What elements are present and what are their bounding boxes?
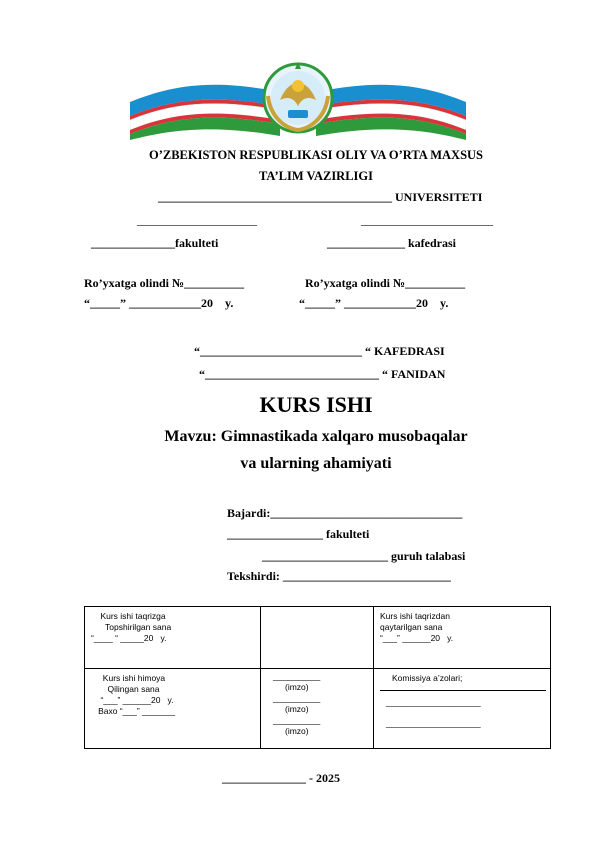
cell-text: “____ “ _____20 y. bbox=[91, 633, 167, 643]
registration-date-right: “_____” ____________20 y. bbox=[299, 296, 449, 310]
registration-date-left: “_____” ____________20 y. bbox=[84, 296, 234, 310]
university-line: _______________________________________ UNIVERSITETI bbox=[158, 190, 483, 204]
coat-of-arms-emblem bbox=[264, 62, 332, 132]
group-line: _____________________ guruh talabasi bbox=[262, 549, 466, 563]
state-emblem-flags-image bbox=[130, 56, 466, 140]
cell-text: Qilingan sana bbox=[91, 684, 160, 694]
cell-text: Topshirilgan sana bbox=[91, 622, 172, 632]
commission-title: Komissiya a’zolari; bbox=[392, 673, 463, 683]
cell-text: qaytarilgan sana bbox=[380, 622, 443, 632]
performer-line: Bajardi:________________________________ bbox=[227, 506, 463, 520]
table-row bbox=[85, 669, 551, 749]
signature-label: (imzo) bbox=[285, 682, 309, 692]
faculty-line: ______________fakulteti bbox=[91, 236, 219, 250]
cell-text: Kurs ishi himoya bbox=[91, 673, 166, 683]
footer-year: ______________ - 2025 bbox=[222, 771, 340, 785]
signature-line: __________ bbox=[273, 693, 321, 703]
signature-line: __________ bbox=[273, 715, 321, 725]
topic-line-1: Mavzu: Gimnastikada xalqaro musobaqalar bbox=[164, 428, 468, 445]
cell-text: Kurs ishi taqrizga bbox=[91, 611, 166, 621]
blank-line-left: ____________________ bbox=[137, 213, 257, 227]
signature-label: (imzo) bbox=[285, 726, 309, 736]
empty-cell bbox=[261, 607, 374, 669]
performer-faculty-line: ________________ fakulteti bbox=[227, 527, 370, 541]
review-table bbox=[84, 606, 551, 749]
cell-text: “___” ______20 y. bbox=[380, 633, 454, 643]
cell-text: “___” ______20 y. bbox=[91, 695, 174, 705]
left-flag bbox=[130, 85, 280, 140]
ministry-title-line1: O’ZBEKISTON RESPUBLIKASI OLIY VA O’RTA MAXSUS bbox=[148, 148, 484, 162]
right-flag bbox=[316, 85, 466, 140]
cell-text: Baxo “___” _______ bbox=[91, 706, 176, 716]
signature-label: (imzo) bbox=[285, 704, 309, 714]
commission-line: ____________________ bbox=[386, 718, 481, 728]
commission-rule bbox=[380, 690, 546, 691]
submission-date-cell bbox=[85, 607, 261, 669]
ministry-title-line2: TA’LIM VAZIRLIGI bbox=[258, 169, 374, 183]
topic-line-2: va ularning ahamiyati bbox=[240, 455, 392, 472]
commission-line: ____________________ bbox=[386, 697, 481, 707]
kafedra-line: “___________________________ “ KAFEDRASI bbox=[194, 344, 445, 358]
signature-line: __________ bbox=[273, 671, 321, 681]
signature-cell bbox=[261, 669, 374, 749]
commission-cell bbox=[374, 669, 551, 749]
return-date-cell bbox=[374, 607, 551, 669]
blank-line-right: ______________________ bbox=[361, 213, 493, 227]
fan-line: “_____________________________ “ FANIDAN bbox=[199, 367, 446, 381]
checked-by-line: Tekshirdi: ____________________________ bbox=[227, 569, 451, 583]
registration-number-left: Ro’yxatga olindi №__________ bbox=[84, 276, 245, 290]
cell-text: Kurs ishi taqrizdan bbox=[380, 611, 450, 621]
department-line: _____________ kafedrasi bbox=[327, 236, 456, 250]
defense-date-cell bbox=[85, 669, 261, 749]
table-row bbox=[85, 607, 551, 669]
registration-number-right: Ro’yxatga olindi №__________ bbox=[305, 276, 466, 290]
document-title: KURS ISHI bbox=[259, 392, 373, 417]
